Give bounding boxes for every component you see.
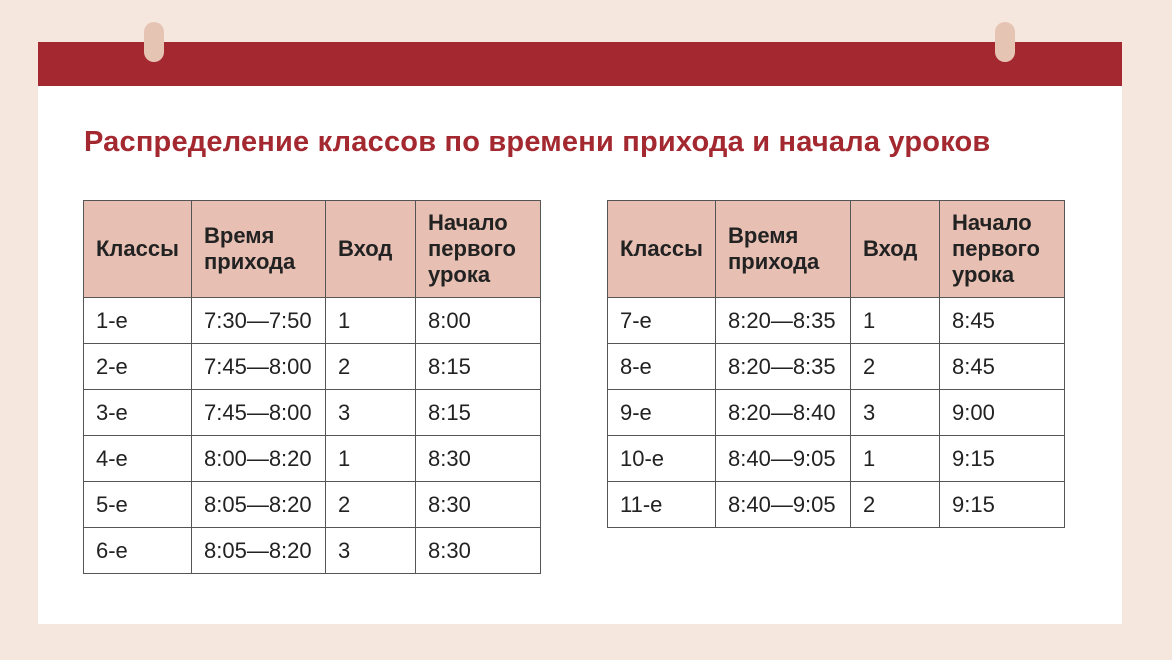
cell-entrance: 1 <box>326 298 416 344</box>
table-row <box>84 298 541 344</box>
calendar-ring-left <box>144 22 164 62</box>
header-classes: Классы <box>608 201 716 298</box>
cell-class: 6-е <box>84 528 192 574</box>
cell-entrance: 2 <box>851 344 940 390</box>
cell-arrival-time: 8:40—9:05 <box>716 436 851 482</box>
table-row <box>84 436 541 482</box>
cell-arrival-time: 8:05—8:20 <box>192 482 326 528</box>
cell-entrance: 1 <box>326 436 416 482</box>
header-arrival-time: Время прихода <box>716 201 851 298</box>
cell-lesson-start: 8:00 <box>416 298 541 344</box>
header-first-lesson-start: Начало первого урока <box>940 201 1065 298</box>
schedule-table-left <box>83 200 541 574</box>
calendar-ring-right <box>995 22 1015 62</box>
cell-class: 8-е <box>608 344 716 390</box>
cell-entrance: 3 <box>326 528 416 574</box>
cell-class: 2-е <box>84 344 192 390</box>
cell-lesson-start: 8:30 <box>416 528 541 574</box>
cell-entrance: 2 <box>326 482 416 528</box>
cell-arrival-time: 8:20—8:40 <box>716 390 851 436</box>
cell-lesson-start: 8:30 <box>416 436 541 482</box>
cell-lesson-start: 8:45 <box>940 344 1065 390</box>
cell-entrance: 1 <box>851 298 940 344</box>
table-row <box>608 298 1065 344</box>
cell-arrival-time: 7:45—8:00 <box>192 344 326 390</box>
cell-lesson-start: 9:15 <box>940 436 1065 482</box>
cell-class: 4-е <box>84 436 192 482</box>
table-row <box>84 390 541 436</box>
cell-arrival-time: 7:30—7:50 <box>192 298 326 344</box>
cell-lesson-start: 9:00 <box>940 390 1065 436</box>
table-row <box>608 344 1065 390</box>
cell-class: 5-е <box>84 482 192 528</box>
cell-arrival-time: 8:20—8:35 <box>716 298 851 344</box>
table-row <box>608 482 1065 528</box>
page-title: Распределение классов по времени прихода и начала уроков <box>84 126 991 158</box>
cell-lesson-start: 8:15 <box>416 390 541 436</box>
table-header-row <box>608 201 1065 298</box>
calendar-header-bar <box>38 42 1122 86</box>
cell-arrival-time: 7:45—8:00 <box>192 390 326 436</box>
cell-entrance: 3 <box>326 390 416 436</box>
cell-lesson-start: 8:30 <box>416 482 541 528</box>
header-first-lesson-start: Начало первого урока <box>416 201 541 298</box>
cell-class: 10-е <box>608 436 716 482</box>
table-header-row <box>84 201 541 298</box>
cell-arrival-time: 8:05—8:20 <box>192 528 326 574</box>
cell-class: 11-е <box>608 482 716 528</box>
table-row <box>608 390 1065 436</box>
cell-lesson-start: 8:45 <box>940 298 1065 344</box>
table-row <box>84 528 541 574</box>
cell-lesson-start: 9:15 <box>940 482 1065 528</box>
table-row <box>84 344 541 390</box>
cell-lesson-start: 8:15 <box>416 344 541 390</box>
header-entrance: Вход <box>326 201 416 298</box>
cell-arrival-time: 8:00—8:20 <box>192 436 326 482</box>
cell-class: 9-е <box>608 390 716 436</box>
cell-arrival-time: 8:40—9:05 <box>716 482 851 528</box>
header-classes: Классы <box>84 201 192 298</box>
cell-arrival-time: 8:20—8:35 <box>716 344 851 390</box>
table-row <box>608 436 1065 482</box>
schedule-table-right <box>607 200 1065 528</box>
cell-entrance: 3 <box>851 390 940 436</box>
header-entrance: Вход <box>851 201 940 298</box>
cell-entrance: 2 <box>326 344 416 390</box>
cell-class: 1-е <box>84 298 192 344</box>
cell-entrance: 2 <box>851 482 940 528</box>
header-arrival-time: Время прихода <box>192 201 326 298</box>
table-row <box>84 482 541 528</box>
cell-class: 7-е <box>608 298 716 344</box>
cell-entrance: 1 <box>851 436 940 482</box>
cell-class: 3-е <box>84 390 192 436</box>
